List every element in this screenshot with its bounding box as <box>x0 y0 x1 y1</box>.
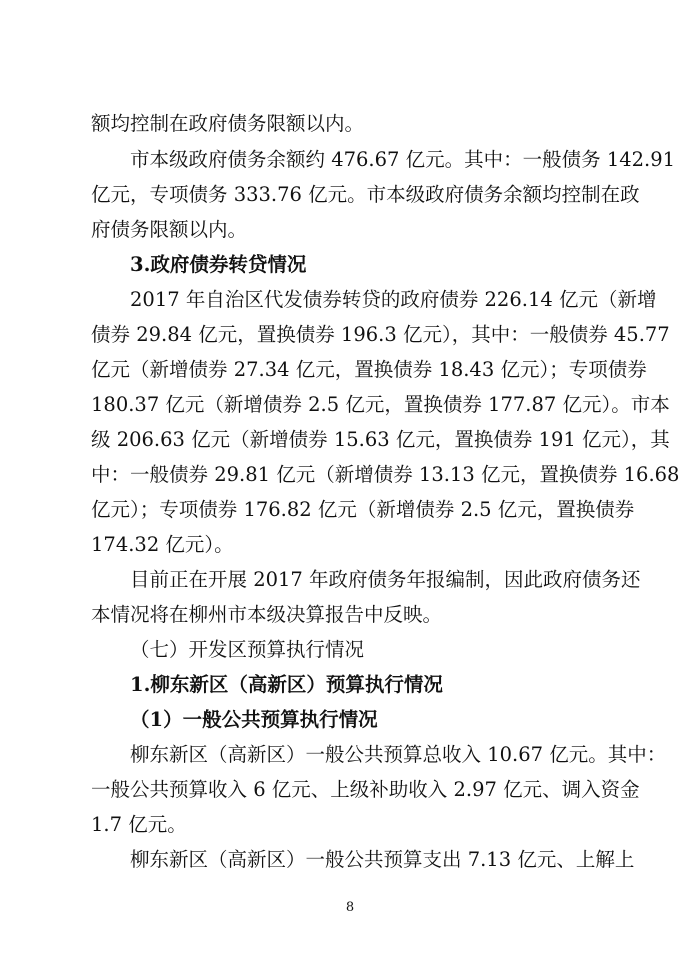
text-line: 府债务限额以内。 <box>91 218 248 241</box>
text-line: 180.37 亿元（新增债券 2.5 亿元，置换债券 177.87 亿元）。市本 <box>91 393 670 416</box>
section-heading: 3.政府债券转贷情况 <box>130 253 307 276</box>
text-line: 级 206.63 亿元（新增债券 15.63 亿元，置换债券 191 亿元），其 <box>91 428 670 451</box>
text-line: 一般公共预算收入 6 亿元、上级补助收入 2.97 亿元、调入资金 <box>91 778 640 801</box>
text-line: 目前正在开展 2017 年政府债务年报编制，因此政府债务还 <box>130 568 641 591</box>
text-line: 亿元（新增债券 27.34 亿元，置换债券 18.43 亿元）；专项债券 <box>91 358 647 381</box>
section-heading: （七）开发区预算执行情况 <box>130 638 365 661</box>
text-line: 额均控制在政府债务限额以内。 <box>91 112 365 135</box>
section-heading: 1.柳东新区（高新区）预算执行情况 <box>130 673 443 696</box>
text-line: 柳东新区（高新区）一般公共预算总收入 10.67 亿元。其中： <box>130 743 667 766</box>
text-line: 174.32 亿元）。 <box>91 533 234 556</box>
text-line: 中：一般债券 29.81 亿元（新增债券 13.13 亿元，置换债券 16.68 <box>91 463 680 486</box>
text-line: 1.7 亿元。 <box>91 813 187 836</box>
text-line: 市本级政府债务余额约 476.67 亿元。其中：一般债务 142.91 <box>130 148 676 171</box>
text-line: 债券 29.84 亿元，置换债券 196.3 亿元），其中：一般债券 45.77 <box>91 323 670 346</box>
text-line: 本情况将在柳州市本级决算报告中反映。 <box>91 603 443 626</box>
text-line: 亿元，专项债务 333.76 亿元。市本级政府债务余额均控制在政 <box>91 183 640 206</box>
text-line: 亿元）；专项债券 176.82 亿元（新增债券 2.5 亿元，置换债券 <box>91 498 635 521</box>
section-heading: （1）一般公共预算执行情况 <box>130 708 378 731</box>
page-number: 8 <box>345 900 355 915</box>
text-line: 2017 年自治区代发债券转贷的政府债券 226.14 亿元（新增 <box>130 288 657 311</box>
text-line: 柳东新区（高新区）一般公共预算支出 7.13 亿元、上解上 <box>130 848 635 871</box>
